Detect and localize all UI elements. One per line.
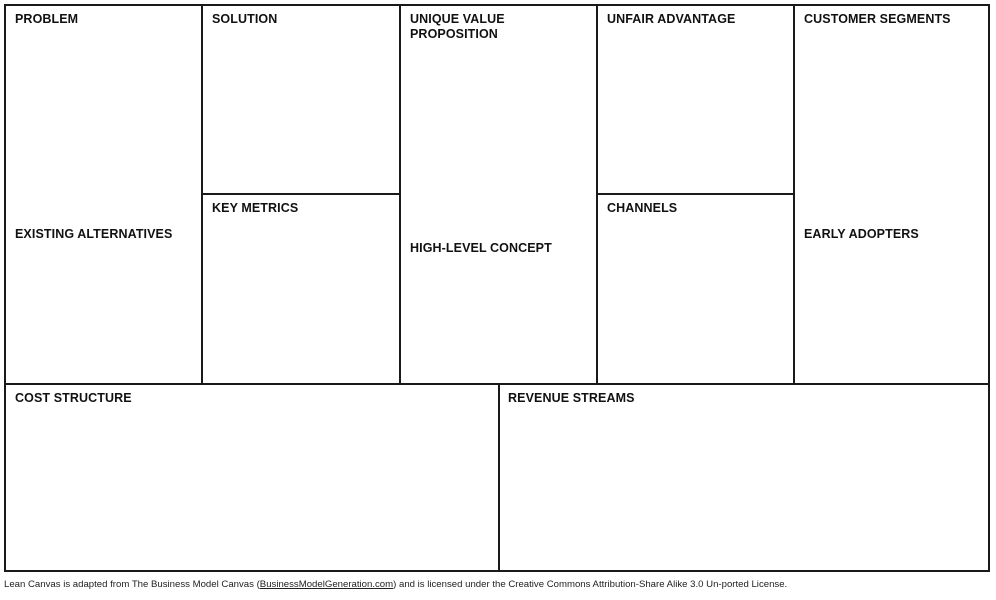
existing-alternatives-label: EXISTING ALTERNATIVES xyxy=(15,227,173,241)
uvp-box xyxy=(401,6,596,383)
lean-canvas xyxy=(4,4,990,572)
revenue-streams-box xyxy=(500,385,988,570)
footer-suffix: ) and is licensed under the Creative Commons Attribution-Share Alike 3.0 Un-ported License. xyxy=(393,579,788,590)
problem-label: PROBLEM xyxy=(15,12,79,26)
unfair-advantage-label: UNFAIR ADVANTAGE xyxy=(607,12,736,26)
business-model-generation-link[interactable]: BusinessModelGeneration.com xyxy=(259,579,394,590)
channels-label: CHANNELS xyxy=(607,201,678,215)
customer-segments-label: CUSTOMER SEGMENTS xyxy=(804,12,951,26)
license-footer xyxy=(4,579,787,591)
unfair-advantage-box xyxy=(598,6,793,193)
channels-box xyxy=(598,195,793,383)
revenue-streams-label: REVENUE STREAMS xyxy=(508,391,635,405)
solution-label: SOLUTION xyxy=(212,12,278,26)
cost-structure-label: COST STRUCTURE xyxy=(15,391,132,405)
footer-prefix: Lean Canvas is adapted from The Business Model Canvas ( xyxy=(4,579,260,590)
problem-box xyxy=(6,6,201,383)
high-level-concept-label: HIGH-LEVEL CONCEPT xyxy=(410,241,552,255)
uvp-label: UNIQUE VALUE PROPOSITION xyxy=(410,12,505,41)
cost-structure-box xyxy=(6,385,498,570)
early-adopters-label: EARLY ADOPTERS xyxy=(804,227,919,241)
customer-segments-box xyxy=(795,6,988,383)
key-metrics-box xyxy=(203,195,399,383)
key-metrics-label: KEY METRICS xyxy=(212,201,299,215)
solution-box xyxy=(203,6,399,193)
